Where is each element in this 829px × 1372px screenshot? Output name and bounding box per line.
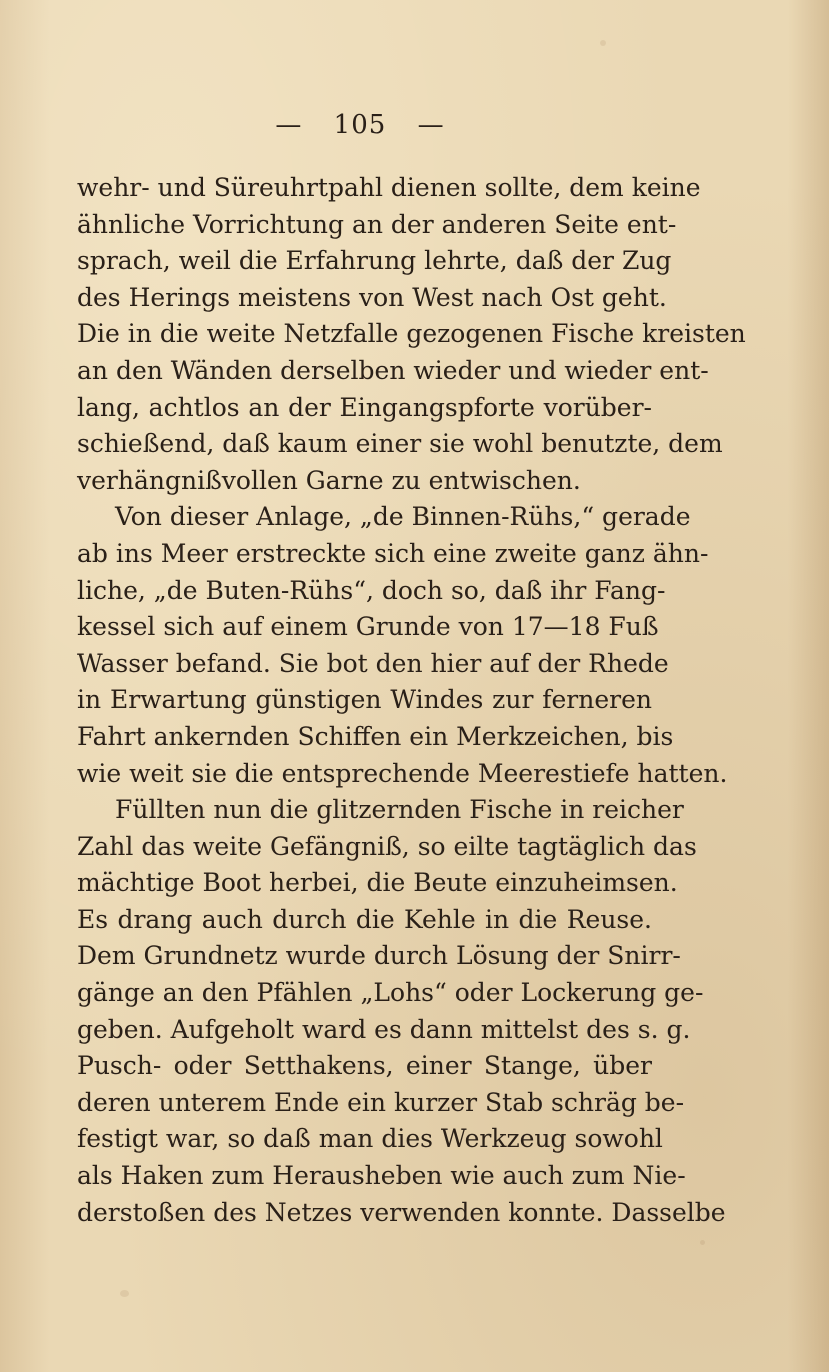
text-line: Pusch- oder Setthakens, einer Stange, über <box>77 1051 652 1081</box>
text-line: Zahl das weite Gefängniß, so eilte tagtäglich das <box>77 831 697 861</box>
header-dash-left: — <box>275 110 303 140</box>
text-line: derstoßen des Netzes verwenden konnte. Dasselbe <box>77 1197 726 1227</box>
text-line: lang, achtlos an der Eingangspforte vorüber- <box>77 392 652 422</box>
paper-spot <box>120 1290 129 1297</box>
text-line: wehr- und Süreuhrtpahl dienen sollte, dem keine <box>77 173 701 202</box>
paper-spot <box>700 1240 705 1245</box>
text-line: festigt war, so daß man dies Werkzeug sowohl <box>77 1124 663 1154</box>
text-line: des Herings meistens von West nach Ost geht. <box>77 282 667 312</box>
text-line: liche, „de Buten-Rühs“, doch so, daß ihr Fang- <box>77 575 666 605</box>
body-text <box>77 170 746 1231</box>
text-line: ähnliche Vorrichtung an der anderen Seite ent- <box>77 209 677 239</box>
text-line: Wasser befand. Sie bot den hier auf der Rhede <box>77 648 669 678</box>
text-line: Es drang auch durch die Kehle in die Reuse. <box>77 904 652 934</box>
text-line: Dem Grundnetz wurde durch Lösung der Snirr- <box>77 941 681 971</box>
text-line: sprach, weil die Erfahrung lehrte, daß der Zug <box>77 246 672 276</box>
page-number: 105 <box>333 110 387 140</box>
text-line: kessel sich auf einem Grunde von 17—18 Fuß <box>77 612 659 642</box>
text-line: Von dieser Anlage, „de Binnen-Rühs,“ gerade <box>115 502 691 532</box>
header-dash-right: — <box>417 110 445 140</box>
text-line: Fahrt ankernden Schiffen ein Merkzeichen, bis <box>77 721 674 751</box>
text-line: als Haken zum Herausheben wie auch zum Nie- <box>77 1161 686 1191</box>
text-line: schießend, daß kaum einer sie wohl benutzte, dem <box>77 429 723 459</box>
text-line: geben. Aufgeholt ward es dann mittelst des s. g. <box>77 1014 691 1044</box>
text-line: wie weit sie die entsprechende Meerestiefe hatten. <box>77 758 728 788</box>
text-line: verhängnißvollen Garne zu entwischen. <box>77 465 581 495</box>
text-line: ab ins Meer erstreckte sich eine zweite ganz ähn- <box>77 538 709 568</box>
text-line: in Erwartung günstigen Windes zur ferneren <box>77 685 652 715</box>
text-line: deren unterem Ende ein kurzer Stab schräg be- <box>77 1087 685 1117</box>
text-line: gänge an den Pfählen „Lohs“ oder Lockerung ge- <box>77 978 704 1008</box>
text-line: mächtige Boot herbei, die Beute einzuheimsen. <box>77 868 678 898</box>
paper-spot <box>600 40 606 46</box>
text-line: Füllten nun die glitzernden Fische in reicher <box>115 795 684 825</box>
text-line: an den Wänden derselben wieder und wieder ent- <box>77 355 709 385</box>
page-header <box>0 110 720 140</box>
text-line: Die in die weite Netzfalle gezogenen Fische kreisten <box>77 319 746 349</box>
